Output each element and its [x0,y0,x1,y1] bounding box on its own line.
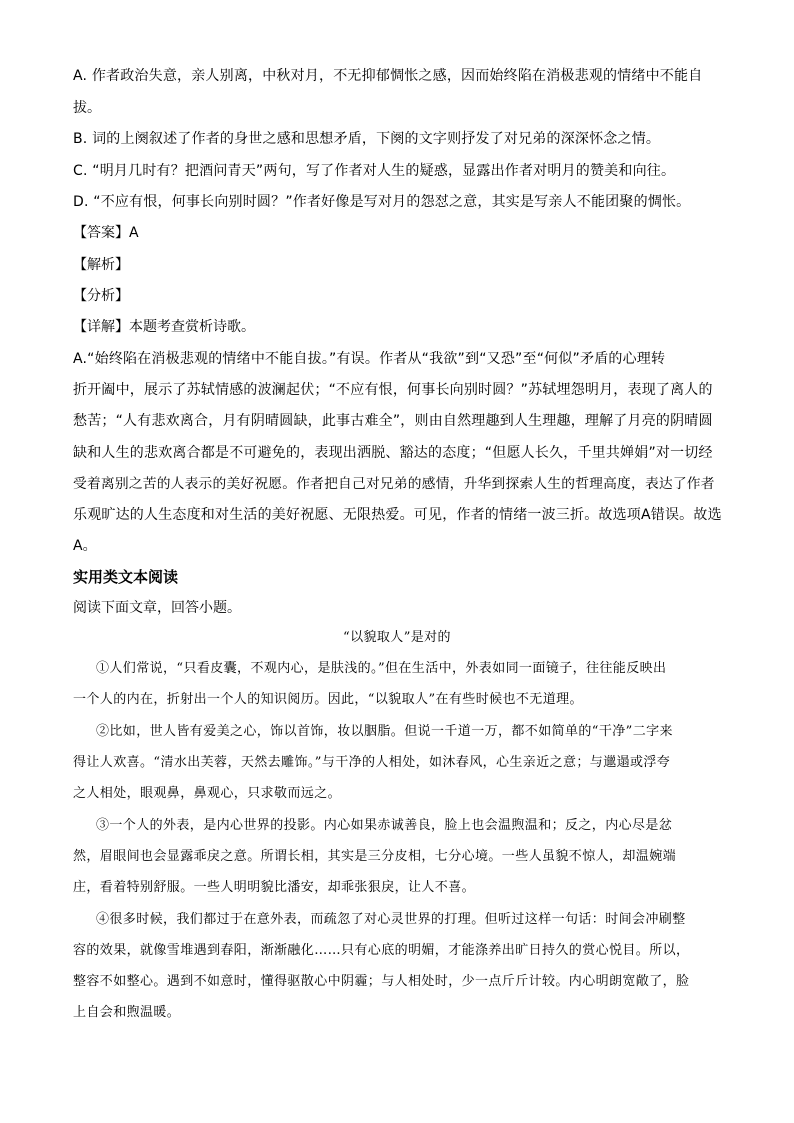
fenxi-label: 【分析】 [73,288,129,304]
instruction: 阅读下面文章，回答小题。 [73,600,241,616]
article-title: “以貌取人”是对的 [343,630,451,645]
detail-line: 愁苦；“人有悲欢离合，月有阴晴圆缺，此事古难全”，则由自然理趣到人生理趣，理解了月亮的阴晴圆 [73,413,713,429]
analysis-label: 【解析】 [73,257,129,273]
article-line: ④很多时候，我们都过于在意外表，而疏忽了对心灵世界的打理。但听过这样一句话：时间会冲刷整 [96,912,686,927]
detail-line: 缺和人生的悲欢离合都是不可避免的，表现出洒脱、豁达的态度；“但愿人长久，千里共婵娟”对一切经 [73,445,713,461]
option-a-line-1: A. 作者政治失意，亲人别离，中秋对月，不无抑郁惆怅之感，因而始终陷在消极悲观的情绪中不能自 [73,68,703,84]
article-line: 得让人欢喜。“清水出芙蓉，天然去雕饰。”与干净的人相处，如沐春风，心生亲近之意；与邋遢或浮夸 [73,755,671,770]
option-d: D. “不应有恨，何事长向别时圆？”作者好像是写对月的怨怼之意，其实是写亲人不能团聚的惆怅。 [73,194,691,210]
article-line: 然，眉眼间也会显露乖戾之意。所谓长相，其实是三分皮相，七分心境。一些人虽貌不惊人，却温婉端 [73,849,677,864]
article-line: 一个人的内在，折射出一个人的知识阅历。因此，“以貌取人”在有些时候也不无道理。 [73,692,583,707]
detail-head: 【详解】本题考查赏析诗歌。 [73,319,255,335]
option-b: B. 词的上阕叙述了作者的身世之感和思想矛盾，下阕的文字则抒发了对兄弟的深深怀念之情。 [73,131,661,147]
detail-line: A.“始终陷在消极悲观的情绪中不能自拔。”有误。作者从“我欲”到“又恐”至“何似”矛盾的心理转 [73,351,666,367]
article-line: ③一个人的外表，是内心世界的投影。内心如果赤诚善良，脸上也会温煦温和；反之，内心尽是忿 [96,818,673,833]
section-title: 实用类文本阅读 [73,568,179,586]
article-line: 庄，看着特别舒服。一些人明明貌比潘安，却乖张狠戾，让人不喜。 [73,880,476,895]
article-line: 容的效果，就像雪堆遇到春阳，渐渐融化……只有心底的明媚，才能涤养出旷日持久的赏心悦目。所以， [73,943,690,958]
article-line: 之人相处，眼观鼻，鼻观心，只求敬而远之。 [73,786,342,801]
detail-line: 受着离别之苦的人表示的美好祝愿。作者把自己对兄弟的感情，升华到探索人生的哲理高度，表达了作者 [73,476,715,492]
detail-line: 折开阖中，展示了苏轼情感的波澜起伏；“不应有恨，何事长向别时圆？”苏轼埋怨明月，表现了离人的 [73,382,713,398]
option-c: C. “明月几时有？把酒问青天”两句，写了作者对人生的疑惑，显露出作者对明月的赞美和向往。 [73,163,676,179]
article-line: ②比如，世人皆有爱美之心，饰以首饰，妆以胭脂。但说一千道一万，都不如简单的“干净”二字来 [96,724,673,739]
article-line: 上自会和煦温暖。 [73,1005,181,1020]
article-line: ①人们常说，“只看皮囊，不观内心，是肤浅的。”但在生活中，外表如同一面镜子，往往能反映出 [96,661,667,676]
detail-line: A。 [73,538,97,554]
answer-label: 【答案】A [73,225,139,241]
article-line: 整容不如整心。遇到不如意时，懂得驱散心中阴霾；与人相处时，少一点斤斤计较。内心明朗宽敞了，脸 [73,974,690,989]
option-a-line-2: 拔。 [73,100,101,116]
detail-line: 乐观旷达的人生态度和对生活的美好祝愿、无限热爱。可见，作者的情绪一波三折。故选项A错误。故选 [73,507,722,523]
